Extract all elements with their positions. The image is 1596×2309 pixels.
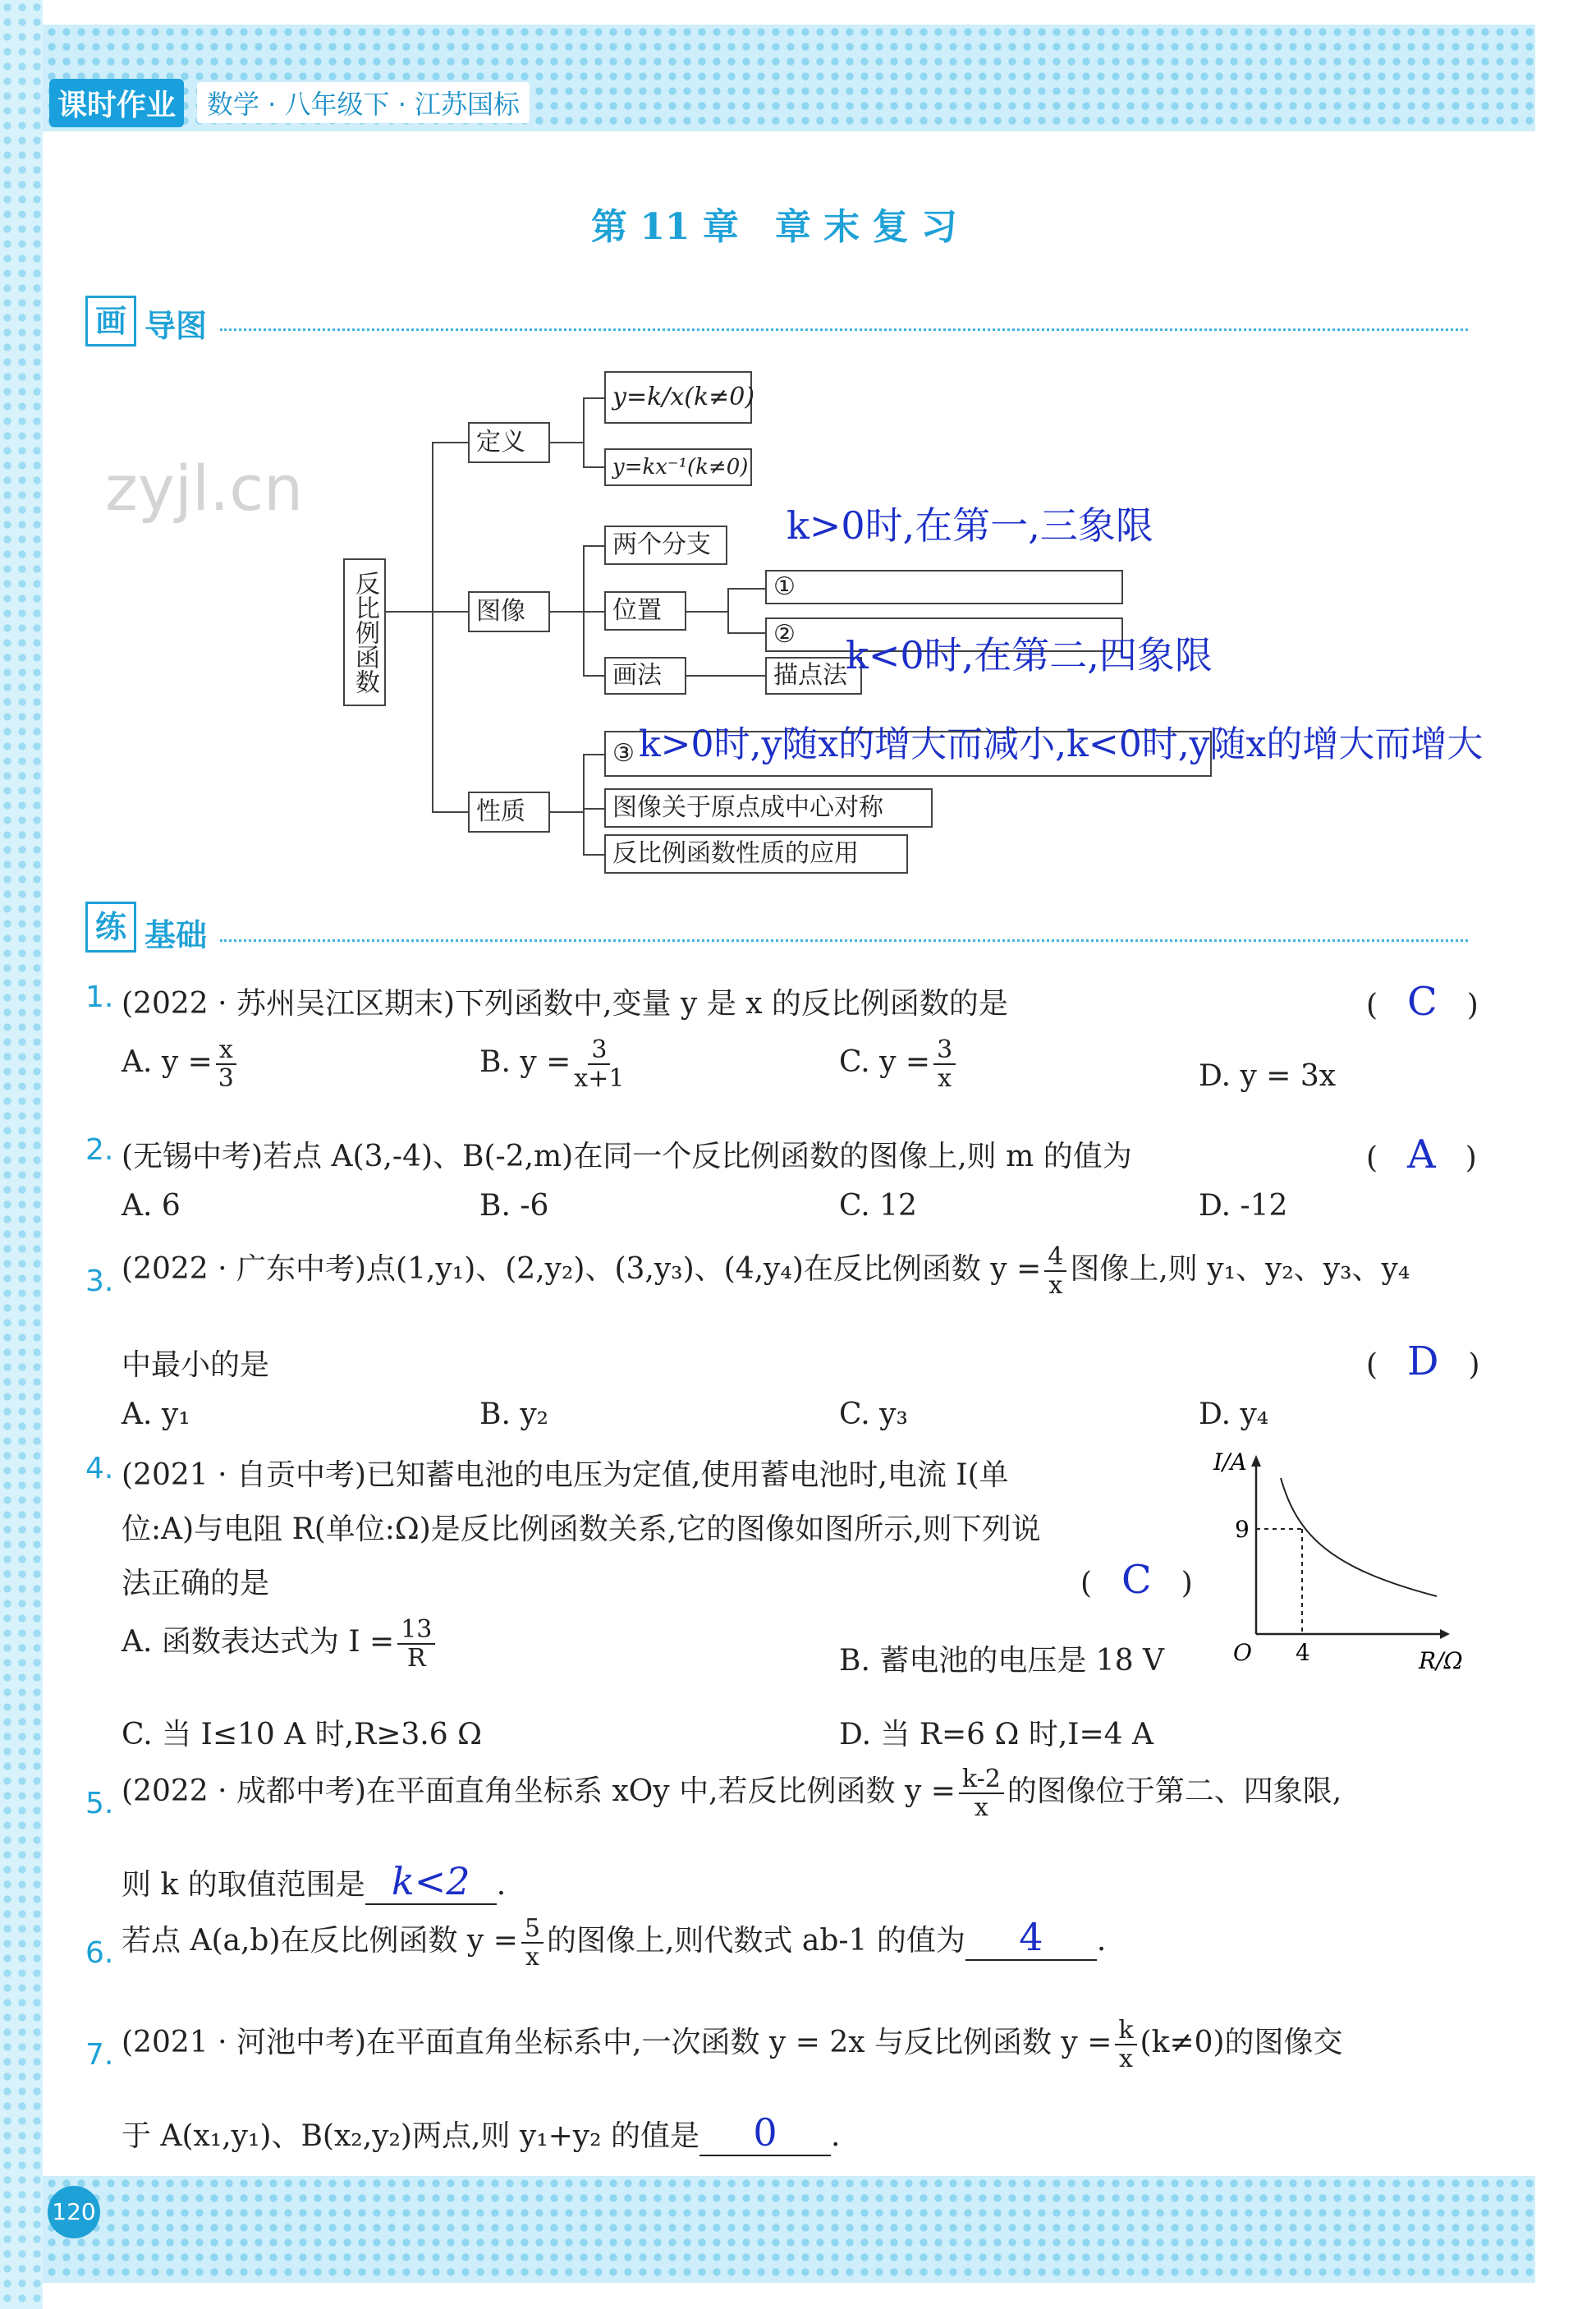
- map-position: 位置: [604, 591, 686, 631]
- practice-section-icon: 练: [85, 902, 136, 953]
- q2-answer: A: [1407, 1132, 1436, 1177]
- header-logo: 课时作业: [49, 79, 184, 127]
- map-pos2: ②: [765, 617, 1123, 652]
- map-def1: y=k/x(k≠0): [604, 371, 752, 424]
- q3-answer: D: [1407, 1338, 1439, 1384]
- q4-line1: (2021 · 自贡中考)已知蓄电池的电压为定值,使用蓄电池时,电流 I(单: [122, 1458, 1009, 1492]
- q3-option-c: C. y₃: [839, 1398, 908, 1431]
- practice-section-rule: [220, 939, 1468, 942]
- chapter-title: 第 11 章 章 末 复 习: [591, 206, 957, 248]
- handwritten-pos1: k>0时,在第一,三象限: [787, 503, 1153, 548]
- q4-graph-origin: O: [1233, 1639, 1252, 1666]
- q4-answer: C: [1121, 1557, 1152, 1603]
- q6-number: 6.: [85, 1936, 114, 1970]
- q4-graph: [1199, 1445, 1478, 1683]
- practice-section-label: 基础: [144, 916, 208, 953]
- map-application: 反比例函数性质的应用: [604, 834, 908, 874]
- q3-number: 3.: [85, 1265, 114, 1298]
- map-plotting: 描点法: [765, 657, 862, 695]
- map-section-label: 导图: [144, 307, 208, 344]
- header-subtitle: 数学 · 八年级下 · 江苏国标: [197, 82, 530, 123]
- q5-answer: k<2: [391, 1859, 470, 1903]
- q4-graph-ytick: 9: [1235, 1516, 1250, 1543]
- q5-stem-line2: 则 k 的取值范围是 k<2 .: [122, 1859, 507, 1903]
- q4-option-b: B. 蓄电池的电压是 18 V: [839, 1644, 1165, 1678]
- q4-answer-bracket: ( C ): [1080, 1557, 1193, 1603]
- q2-option-d: D. -12: [1199, 1189, 1288, 1223]
- q1-stem: (2022 · 苏州吴江区期末)下列函数中,变量 y 是 x 的反比例函数的是: [122, 987, 1008, 1021]
- q3-option-b: B. y₂: [479, 1398, 549, 1431]
- q2-stem: (无锡中考)若点 A(3,-4)、B(-2,m)在同一个反比例函数的图像上,则 m 的值为: [122, 1140, 1132, 1173]
- q3-option-d: D. y₄: [1199, 1398, 1269, 1431]
- q1-option-c: C. y = $\frac{3}{x}$: [839, 1036, 959, 1092]
- q3-stem: (2022 · 广东中考)点(1,y₁)、(2,y₂)、(3,y₃)、(4,y₄)在反比例函数 y = $\frac{4}{x}$ 图像上,则 y₁、y₂、y₃、y₄: [122, 1242, 1410, 1300]
- q4-line3: 法正确的是: [122, 1567, 270, 1600]
- map-graph: 图像: [468, 591, 550, 632]
- q2-option-c: C. 12: [839, 1189, 917, 1223]
- q1-option-b: B. y = $\frac{3}{x+1}$: [479, 1035, 625, 1093]
- q6-stem: 若点 A(a,b)在反比例函数 y = $\frac{5}{x}$ 的图像上,则代数式 ab-1 的值为 4 .: [122, 1914, 1107, 1972]
- map-section-icon: 画: [85, 296, 136, 347]
- q3-option-a: A. y₁: [122, 1398, 190, 1431]
- q7-number: 7.: [85, 2038, 114, 2072]
- map-def2: y=kx⁻¹(k≠0): [604, 448, 752, 486]
- q2-answer-bracket: ( A ): [1366, 1132, 1477, 1177]
- q4-graph-ylabel: I/A: [1213, 1448, 1247, 1476]
- q7-stem: (2021 · 河池中考)在平面直角坐标系中,一次函数 y = 2x 与反比例函数 y = $\frac{k}{x}$ (k≠0)的图像交: [122, 2016, 1343, 2073]
- q4-line2: 位:A)与电阻 R(单位:Ω)是反比例函数关系,它的图像如图所示,则下列说: [122, 1513, 1041, 1546]
- q1-answer: C: [1407, 979, 1438, 1025]
- map-prop3: ③: [604, 731, 1212, 777]
- map-branches: 两个分支: [604, 526, 727, 565]
- q2-number: 2.: [85, 1133, 114, 1167]
- handwritten-prop3: k>0时,y随x的增大而减小,k<0时,y随x的增大而增大: [639, 723, 1484, 765]
- map-pos1: ①: [765, 570, 1123, 604]
- q4-number: 4.: [85, 1452, 114, 1485]
- q6-answer: 4: [1019, 1915, 1043, 1959]
- map-drawing: 画法: [604, 657, 686, 695]
- q1-number: 1.: [85, 980, 114, 1014]
- q4-option-d: D. 当 R=6 Ω 时,I=4 A: [839, 1718, 1153, 1751]
- bottom-banner: [0, 2176, 1535, 2283]
- q3-answer-bracket: ( D ): [1366, 1338, 1480, 1384]
- q1-answer-bracket: ( C ): [1366, 979, 1479, 1025]
- left-edge-pattern: [0, 0, 43, 2309]
- map-symmetry: 图像关于原点成中心对称: [604, 788, 933, 828]
- map-root: 反比例函数: [343, 558, 386, 706]
- q4-graph-xtick: 4: [1296, 1639, 1310, 1666]
- q3-stem-line2: 中最小的是: [122, 1348, 270, 1382]
- q4-option-a: A. 函数表达式为 I = $\frac{13}{R}$: [122, 1616, 438, 1672]
- q1-option-d: D. y = 3x: [1199, 1059, 1337, 1093]
- q7-stem-line2: 于 A(x₁,y₁)、B(x₂,y₂)两点,则 y₁+y₂ 的值是 0 .: [122, 2110, 841, 2155]
- watermark: zyjl.cn: [105, 452, 304, 525]
- q5-number: 5.: [85, 1787, 114, 1820]
- map-property: 性质: [468, 792, 550, 833]
- map-section-rule: [220, 328, 1468, 331]
- q7-answer: 0: [753, 2110, 777, 2155]
- q5-stem: (2022 · 成都中考)在平面直角坐标系 xOy 中,若反比例函数 y = $\frac{k-2}{x}$ 的图像位于第二、四象限,: [122, 1765, 1342, 1822]
- q4-graph-xlabel: R/Ω: [1419, 1647, 1463, 1674]
- q4-option-c: C. 当 I≤10 A 时,R≥3.6 Ω: [122, 1718, 482, 1751]
- handwritten-pos2: k<0时,在第二,四象限: [846, 633, 1213, 677]
- map-definition: 定义: [468, 422, 550, 463]
- q1-option-a: A. y = $\frac{x}{3}$: [122, 1036, 240, 1092]
- q2-option-b: B. -6: [479, 1189, 549, 1223]
- page-number: 120: [48, 2186, 100, 2238]
- q2-option-a: A. 6: [122, 1189, 181, 1223]
